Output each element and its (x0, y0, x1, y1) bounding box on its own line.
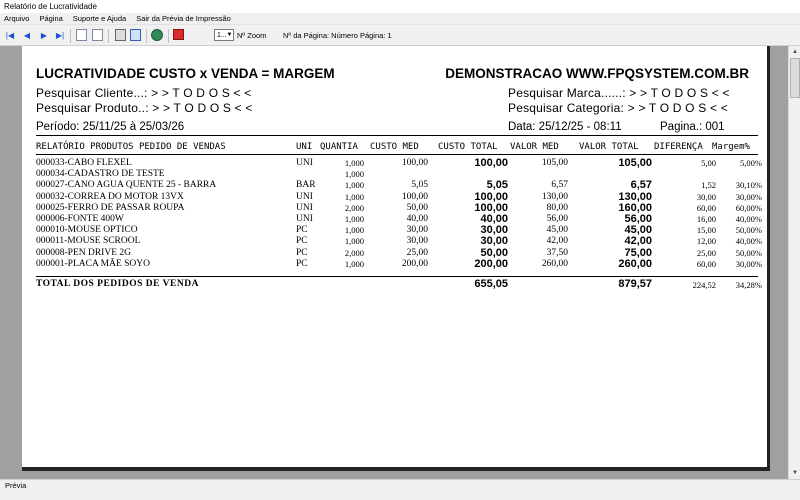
cell-quantia: 1,000 (344, 169, 364, 180)
cell-uni: UNI (296, 214, 313, 224)
cell-custo-total: 50,00 (480, 246, 508, 259)
cell-custo-total: 200,00 (474, 257, 508, 270)
total-custo-total: 655,05 (474, 278, 508, 290)
cell-custo-med: 100,00 (401, 158, 428, 168)
total-label: TOTAL DOS PEDIDOS DE VENDA (36, 279, 199, 289)
cell-custo-med: 100,00 (401, 191, 428, 202)
cell-custo-total: 100,00 (474, 201, 508, 214)
divider (36, 135, 758, 136)
cell-custo-med: 50,00 (406, 202, 428, 213)
cell-margem: 60,00% (735, 202, 762, 213)
chevron-down-icon[interactable]: ▼ (226, 32, 233, 38)
divider (36, 276, 758, 277)
cell-margem: 5,00% (740, 158, 762, 168)
page-number-label: Nº da Página: Número Página: 1 (283, 31, 392, 40)
menu-sair[interactable]: Sair da Prévia de Impressão (136, 14, 231, 23)
cell-produto: 000025-FERRO DE PASSAR ROUPA (36, 202, 185, 213)
first-page-icon[interactable]: |◀ (5, 31, 15, 40)
menu-pagina[interactable]: Página (39, 14, 63, 23)
col-valor-med: VALOR MED (510, 142, 559, 152)
menu-bar (0, 13, 800, 24)
status-text: Prévia (5, 481, 27, 490)
scroll-up-icon[interactable]: ▲ (792, 49, 798, 55)
divider (36, 154, 758, 155)
total-diferenca: 224,52 (692, 280, 716, 290)
cell-valor-total: 6,57 (630, 179, 652, 192)
cell-diferenca: 12,00 (696, 236, 716, 247)
cell-produto: 000032-CORREA DO MOTOR 13VX (36, 191, 184, 202)
filter-cliente: Pesquisar Cliente...: > > T O D O S < < (36, 86, 252, 100)
vertical-scrollbar[interactable] (788, 46, 800, 479)
cell-produto: 000034-CADASTRO DE TESTE (36, 169, 165, 180)
cell-quantia: 1,000 (344, 214, 364, 224)
cell-valor-total: 42,00 (624, 235, 652, 248)
cell-custo-total: 100,00 (474, 157, 508, 169)
col-uni: UNI (296, 142, 313, 152)
cell-margem: 40,00% (735, 214, 762, 224)
cell-uni: UNI (296, 158, 313, 168)
zoom-value: 1... (217, 32, 227, 39)
col-quantia: QUANTIA (320, 142, 358, 152)
window-title: Relatório de Lucratividade (0, 0, 800, 13)
col-valor-total: VALOR TOTAL (579, 142, 639, 152)
cell-margem: 30,00% (735, 258, 762, 269)
cell-custo-total: 30,00 (480, 224, 508, 237)
col-produto: RELATÓRIO PRODUTOS PEDIDO DE VENDAS (36, 142, 226, 152)
print-icon[interactable] (115, 29, 126, 41)
cell-produto: 000008-PEN DRIVE 2G (36, 247, 131, 258)
status-bar (0, 479, 800, 500)
cell-valor-med: 56,00 (546, 214, 568, 224)
menu-arquivo[interactable]: Arquivo (4, 14, 30, 23)
cell-valor-med: 80,00 (546, 202, 568, 213)
col-margem: Margem% (712, 142, 750, 152)
cell-quantia: 2,000 (344, 202, 364, 213)
cell-custo-med: 200,00 (401, 258, 428, 269)
report-site: DEMONSTRACAO WWW.FPQSYSTEM.COM.BR (445, 66, 749, 81)
menu-suporte[interactable]: Suporte e Ajuda (72, 14, 127, 23)
cell-margem: 50,00% (735, 247, 762, 258)
cell-custo-med: 30,00 (406, 236, 428, 247)
previous-page-icon[interactable]: ◀ (23, 31, 31, 40)
report-period: Período: 25/11/25 à 25/03/26 (36, 121, 185, 133)
cell-valor-total: 105,00 (618, 157, 652, 169)
col-custo-total: CUSTO TOTAL (438, 142, 498, 152)
cell-produto: 000027-CANO AGUA QUENTE 25 - BARRA (36, 180, 217, 191)
report-page (22, 46, 770, 471)
cell-produto: 000033-CABO FLEXEL (36, 158, 132, 168)
cell-diferenca: 1,52 (701, 180, 716, 191)
cell-produto: 000001-PLACA MÃE SOYO (36, 258, 151, 269)
report-title: LUCRATIVIDADE CUSTO x VENDA = MARGEM (36, 66, 335, 81)
filter-marca: Pesquisar Marca......: > > T O D O S < < (508, 86, 730, 100)
cell-valor-med: 260,00 (541, 258, 568, 269)
two-pages-icon[interactable] (92, 29, 103, 41)
cell-produto: 000011-MOUSE SCROOL (36, 236, 141, 247)
cell-custo-total: 40,00 (480, 213, 508, 225)
cell-quantia: 1,000 (344, 158, 364, 168)
cell-uni: BAR (296, 180, 316, 191)
cell-valor-total: 260,00 (618, 257, 652, 270)
cell-margem: 40,00% (735, 236, 762, 247)
cell-valor-med: 6,57 (551, 180, 568, 191)
cell-diferenca: 30,00 (696, 191, 716, 202)
scroll-thumb[interactable] (790, 58, 800, 98)
cell-valor-total: 75,00 (624, 246, 652, 259)
cell-custo-total: 5,05 (486, 179, 508, 192)
cell-uni: PC (296, 236, 308, 247)
cell-uni: PC (296, 225, 308, 236)
last-page-icon[interactable]: ▶| (55, 31, 65, 40)
filter-categoria: Pesquisar Categoria: > > T O D O S < < (508, 101, 728, 115)
cell-valor-med: 105,00 (541, 158, 568, 168)
close-preview-icon[interactable] (173, 29, 184, 40)
cell-uni: PC (296, 247, 308, 258)
cell-uni: UNI (296, 191, 313, 202)
cell-valor-total: 56,00 (624, 213, 652, 225)
cell-valor-med: 45,00 (546, 225, 568, 236)
scroll-down-icon[interactable]: ▼ (792, 470, 798, 476)
cell-custo-total: 30,00 (480, 235, 508, 248)
cell-produto: 000010-MOUSE OPTICO (36, 225, 138, 236)
cell-diferenca: 15,00 (696, 225, 716, 236)
cell-margem: 30,10% (735, 180, 762, 191)
cell-quantia: 1,000 (344, 225, 364, 236)
toolbar (0, 24, 800, 46)
total-margem: 34,28% (735, 280, 762, 290)
total-valor-total: 879,57 (618, 278, 652, 290)
cell-margem: 50,00% (735, 225, 762, 236)
next-page-icon[interactable]: ▶ (40, 31, 48, 40)
zoom-label: Nº Zoom (237, 31, 267, 40)
cell-diferenca: 60,00 (696, 258, 716, 269)
cell-diferenca: 25,00 (696, 247, 716, 258)
filter-produto: Pesquisar Produto..: > > T O D O S < < (36, 101, 253, 115)
cell-produto: 000006-FONTE 400W (36, 214, 124, 224)
cell-valor-med: 42,00 (546, 236, 568, 247)
cell-quantia: 1,000 (344, 180, 364, 191)
cell-custo-med: 25,00 (406, 247, 428, 258)
cell-custo-med: 5,05 (411, 180, 428, 191)
cell-valor-med: 37,50 (546, 247, 568, 258)
cell-quantia: 1,000 (344, 191, 364, 202)
cell-valor-total: 45,00 (624, 224, 652, 237)
single-page-icon[interactable] (76, 29, 87, 41)
cell-quantia: 2,000 (344, 247, 364, 258)
cell-diferenca: 16,00 (696, 214, 716, 224)
col-diferenca: DIFERENÇA (654, 142, 703, 152)
preview-area[interactable] (0, 46, 788, 479)
cell-diferenca: 5,00 (701, 158, 716, 168)
cell-uni: PC (296, 258, 308, 269)
cell-margem: 30,00% (735, 191, 762, 202)
cell-valor-total: 160,00 (618, 201, 652, 214)
cell-custo-total: 100,00 (474, 190, 508, 203)
cell-quantia: 1,000 (344, 258, 364, 269)
report-page-number: Pagina.: 001 (660, 121, 725, 133)
cell-valor-total: 130,00 (618, 190, 652, 203)
cell-valor-med: 130,00 (541, 191, 568, 202)
print-setup-icon[interactable] (130, 29, 141, 41)
export-icon[interactable] (151, 29, 163, 41)
cell-custo-med: 30,00 (406, 225, 428, 236)
col-custo-med: CUSTO MED (370, 142, 419, 152)
cell-custo-med: 40,00 (406, 214, 428, 224)
cell-uni: UNI (296, 202, 313, 213)
report-date: Data: 25/12/25 - 08:11 (508, 121, 622, 133)
cell-quantia: 1,000 (344, 236, 364, 247)
cell-diferenca: 60,00 (696, 202, 716, 213)
zoom-select[interactable] (214, 29, 234, 41)
